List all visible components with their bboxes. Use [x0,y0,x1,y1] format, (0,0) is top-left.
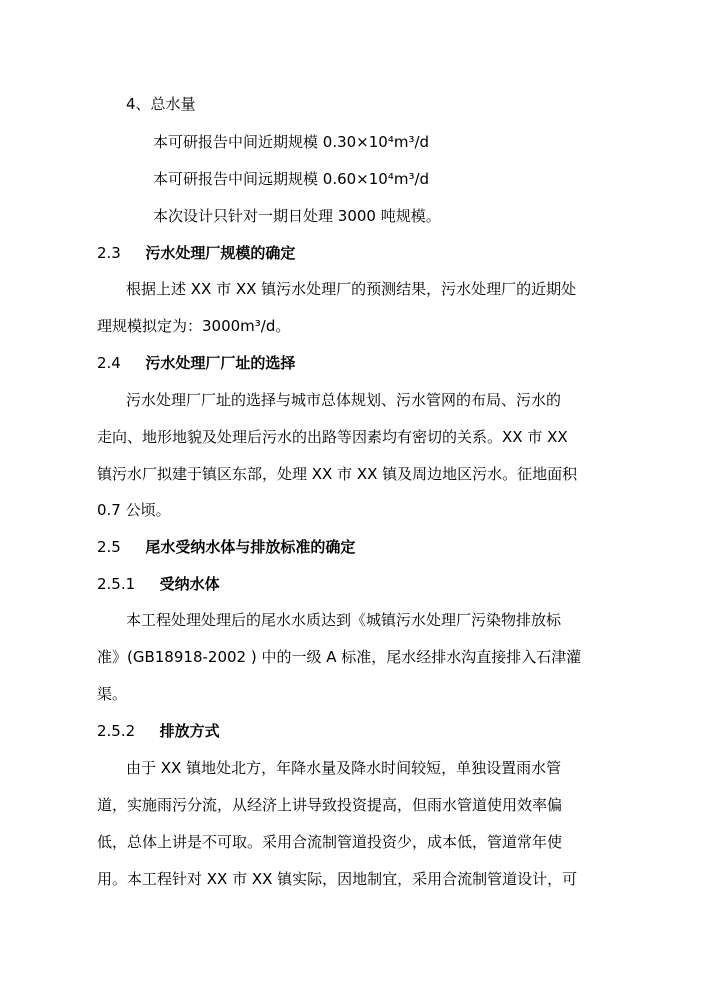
section-2-5-title: 尾水受纳水体与排放标准的确定 [145,538,356,556]
section-2-4-number: 2.4 [97,354,121,372]
paragraph-line: 道，实施雨污分流，从经济上讲导致投资提高，但雨水管道使用效率偏 [97,796,563,814]
paragraph-line: 镇污水厂拟建于镇区东部，处理 XX 市 XX 镇及周边地区污水。征地面积 [97,465,578,483]
section-2-3-title: 污水处理厂规模的确定 [145,244,296,262]
paragraph-line: 准》(GB18918-2002 ) 中的一级 A 标准，尾水经排水沟直接排入石津灌 [97,648,582,666]
item-4-line-3: 本次设计只针对一期日处理 3000 吨规模。 [153,207,441,225]
paragraph-line: 渠。 [97,685,128,703]
paragraph-line: 0.7 公顷。 [97,501,171,519]
section-2-5-1-title: 受纳水体 [159,575,220,593]
paragraph-line: 由于 XX 镇地处北方，年降水量及降水时间较短，单独设置雨水管 [126,759,562,777]
section-2-3-heading [97,243,295,263]
section-2-5-1-number: 2.5.1 [97,575,136,593]
paragraph-line: 根据上述 XX 市 XX 镇污水处理厂的预测结果，污水处理厂的近期处 [126,280,577,298]
section-2-3-number: 2.3 [97,244,121,262]
section-2-5-2-title: 排放方式 [159,722,220,740]
section-2-5-2-number: 2.5.2 [97,722,136,740]
paragraph-line: 走向、地形地貌及处理后污水的出路等因素均有密切的关系。XX 市 XX [97,428,568,446]
section-2-4-heading [97,353,295,373]
section-2-5-1-heading [97,574,220,594]
section-2-5-2-heading [97,721,220,741]
paragraph-line: 低，总体上讲是不可取。采用合流制管道投资少，成本低，管道常年使 [97,833,563,851]
section-2-5-heading [97,537,355,557]
item-4-line-2: 本可研报告中间远期规模 0.60×10⁴m³/d [153,170,430,188]
section-2-4-title: 污水处理厂厂址的选择 [145,354,296,372]
paragraph-line: 本工程处理处理后的尾水水质达到《城镇污水处理厂污染物排放标 [126,611,562,629]
item-4-title: 4、总水量 [126,95,196,113]
paragraph-line: 用。本工程针对 XX 市 XX 镇实际，因地制宜，采用合流制管道设计，可 [97,870,578,888]
section-2-5-number: 2.5 [97,538,121,556]
item-4-line-1: 本可研报告中间近期规模 0.30×10⁴m³/d [153,133,430,151]
paragraph-line: 理规模拟定为：3000m³/d。 [97,317,291,335]
paragraph-line: 污水处理厂厂址的选择与城市总体规划、污水管网的布局、污水的 [126,391,562,409]
